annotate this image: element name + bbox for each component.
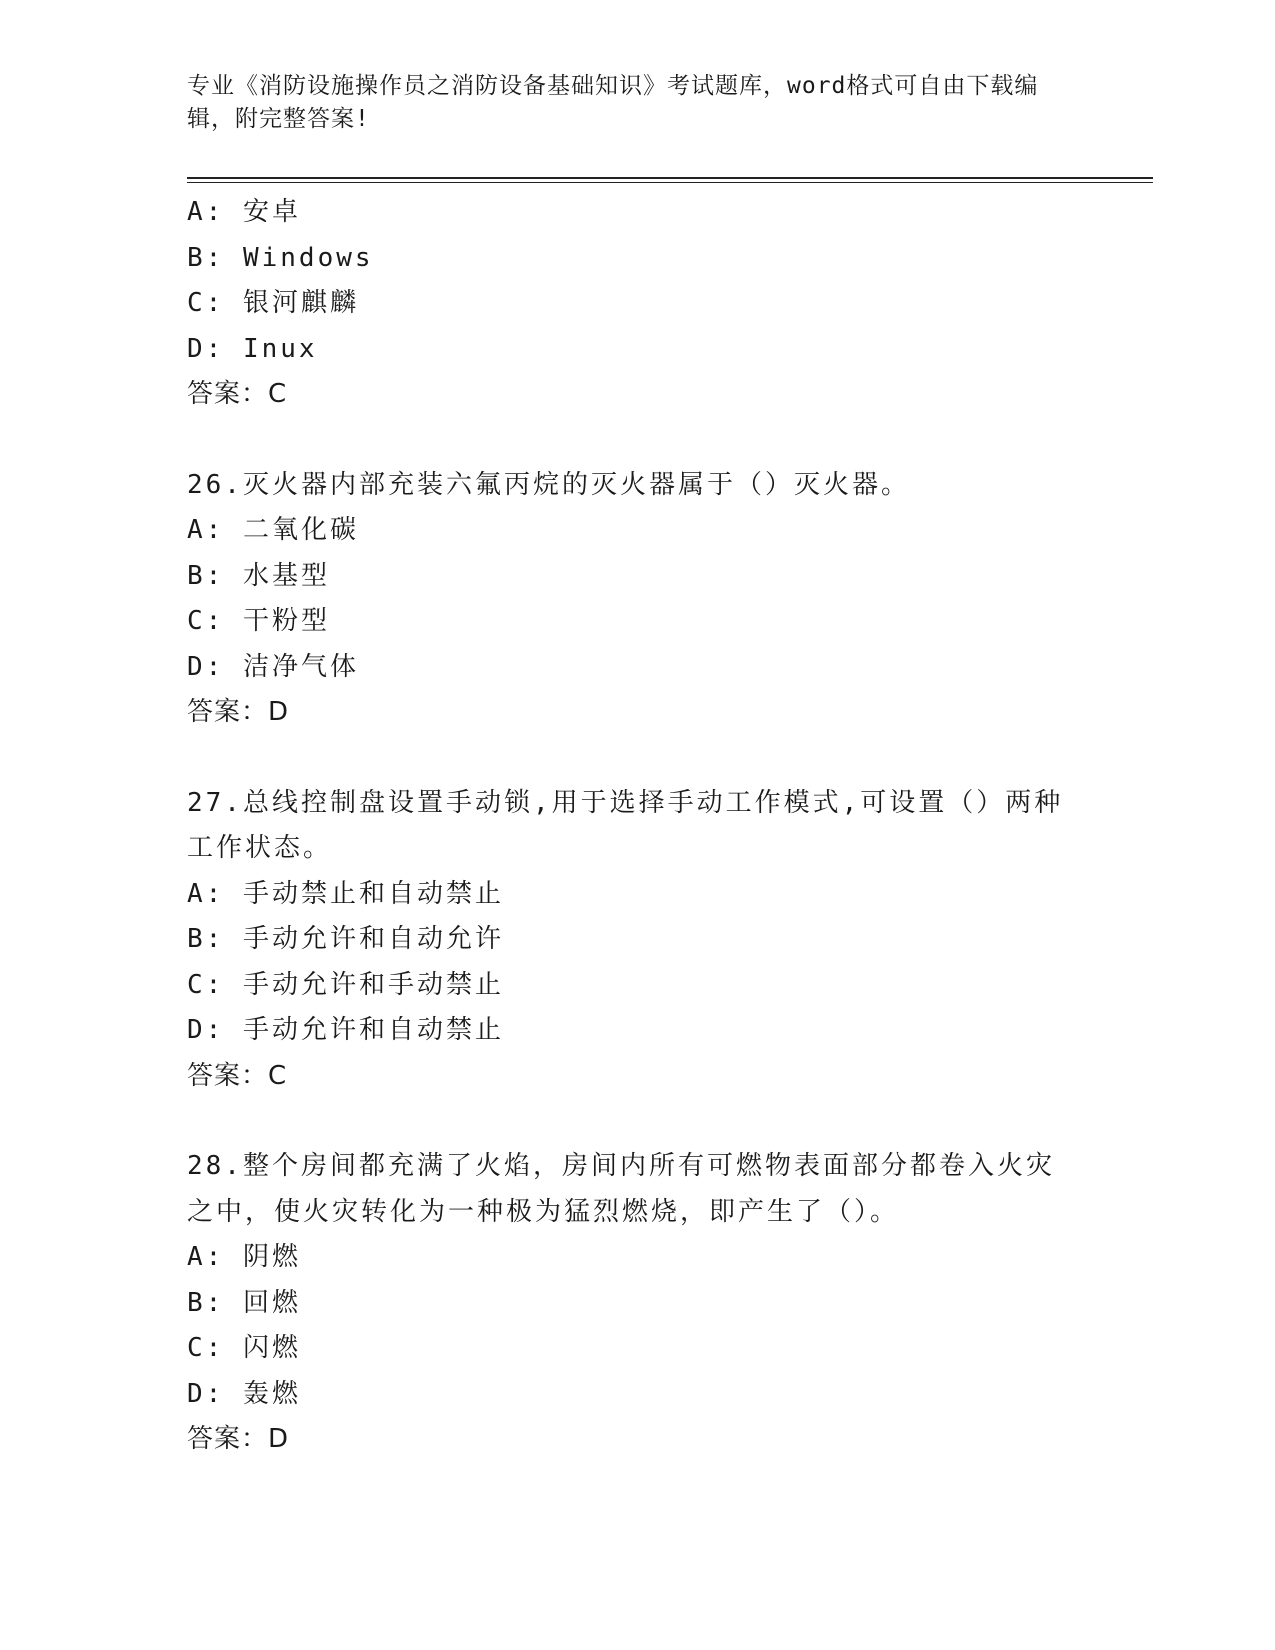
question-block-25 (187, 190, 1067, 418)
question-block-26 (187, 463, 1067, 736)
option-d: D: 手动允许和自动禁止 (187, 1015, 504, 1045)
option-b: B: 回燃 (187, 1287, 301, 1318)
option-a: A: 二氧化碳 (187, 515, 359, 545)
answer-line: 答案：D (187, 1424, 290, 1454)
question-text: 27.总线控制盘设置手动锁,用于选择手动工作模式,可设置（）两种工作状态。 (187, 787, 1064, 863)
question-list (187, 190, 1067, 1463)
answer-line: 答案：D (187, 697, 290, 727)
block-spacer (187, 1099, 1067, 1144)
answer-line: 答案：C (187, 379, 288, 409)
question-block-28 (187, 1144, 1067, 1463)
option-c: C: 闪燃 (187, 1333, 301, 1363)
option-b: B: Windows (187, 242, 374, 273)
option-b: B: 水基型 (187, 560, 330, 591)
option-d: D: 轰燃 (187, 1378, 301, 1409)
option-c: C: 干粉型 (187, 606, 330, 636)
option-b: B: 手动允许和自动允许 (187, 924, 504, 954)
block-spacer (187, 418, 1067, 463)
block-spacer (187, 736, 1067, 781)
option-a: A: 手动禁止和自动禁止 (187, 878, 504, 909)
header-divider-thick (187, 177, 1153, 179)
document-header: 专业《消防设施操作员之消防设备基础知识》考试题库，word格式可自由下载编辑，附完整答案! (187, 73, 1039, 132)
question-block-27 (187, 781, 1067, 1100)
option-d: D: Inux (187, 333, 318, 364)
option-a: A: 阴燃 (187, 1242, 301, 1272)
option-d: D: 洁净气体 (187, 651, 359, 682)
option-c: C: 银河麒麟 (187, 288, 359, 318)
header-divider-thin (187, 182, 1153, 183)
option-c: C: 手动允许和手动禁止 (187, 969, 504, 1000)
answer-line: 答案：C (187, 1060, 288, 1091)
question-text: 26.灭火器内部充装六氟丙烷的灭火器属于（）灭火器。 (187, 469, 910, 500)
option-a: A: 安卓 (187, 197, 301, 227)
question-text: 28.整个房间都充满了火焰，房间内所有可燃物表面部分都卷入火灾之中，使火灾转化为一种极为猛烈燃烧，即产生了（）。 (187, 1151, 1055, 1227)
